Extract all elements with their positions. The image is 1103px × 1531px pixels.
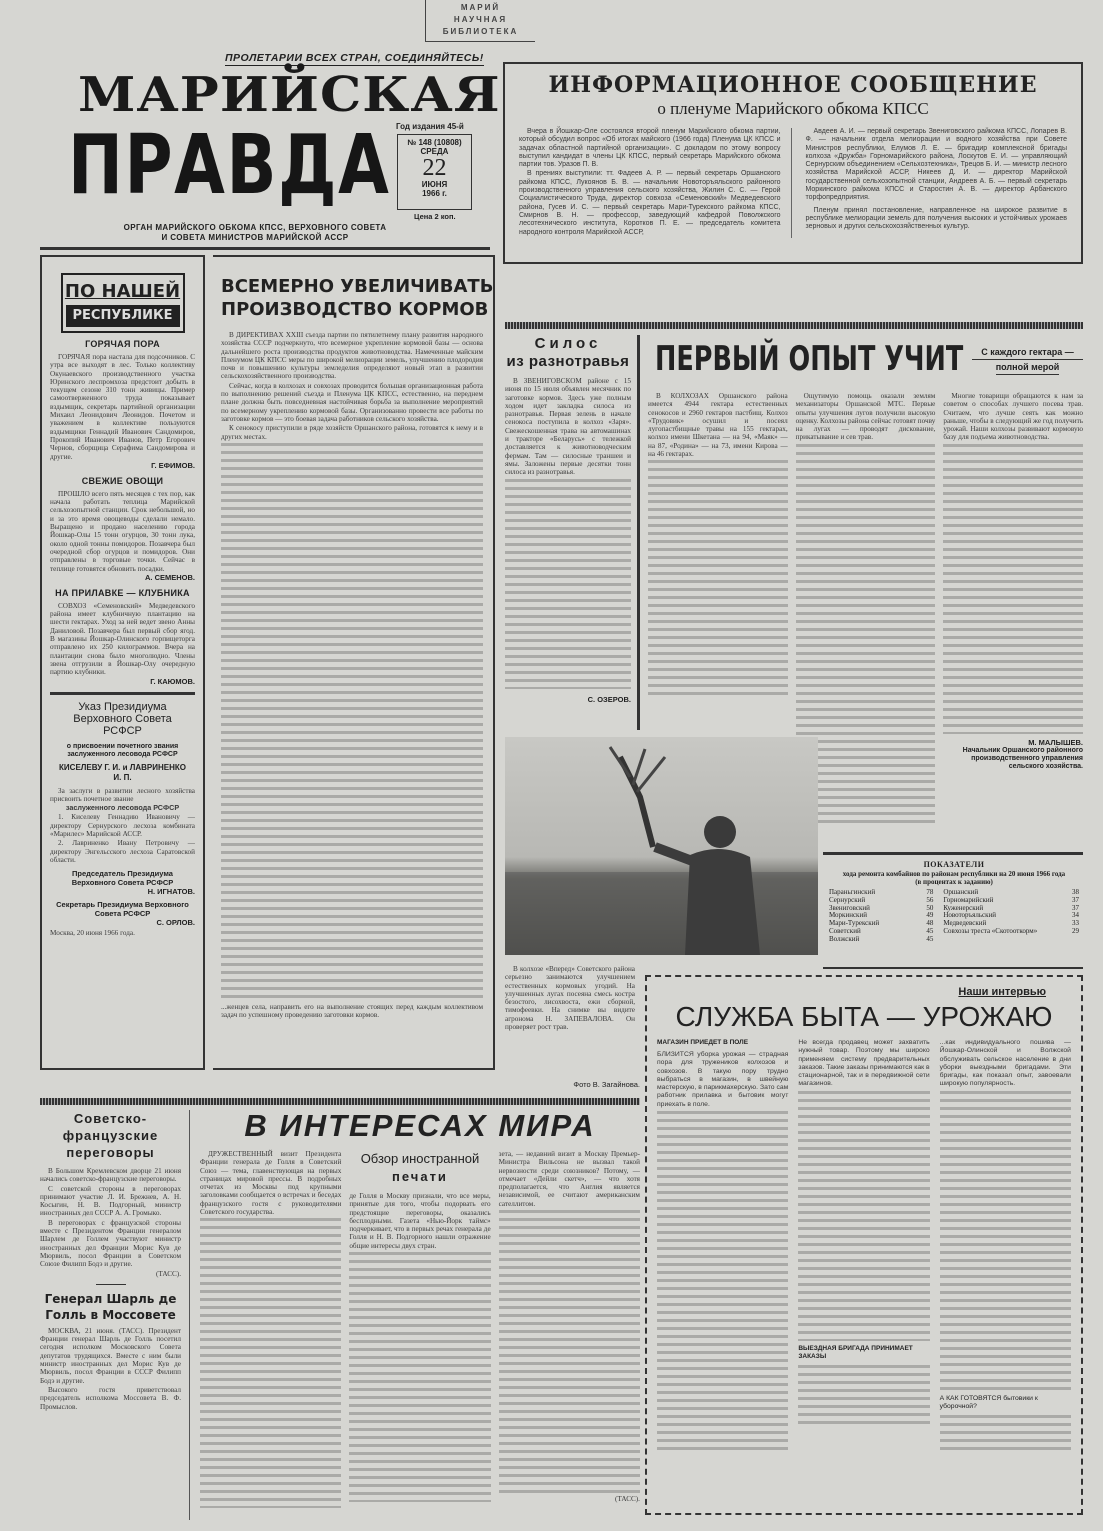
- district-value: 56: [926, 895, 934, 904]
- first-experience-kicker: [972, 345, 1083, 375]
- stamp-line: МАРИЙ: [460, 3, 501, 12]
- info-paragraph: Вчера в Йошкар-Оле состоялся второй пленум Марийского обкома партии, который обсудил вопрос «Об итогах майского (1966 года) Пленума ЦК КПСС и задачах областной партийной организации». С докладом по этому вопросу выступил кандидат в члены ЦК КПСС, первый секретарь Марийского обкома партии тов. Уразов П. В.: [519, 128, 781, 169]
- talks-title: Советско-французские переговоры: [62, 1111, 159, 1160]
- article-column: зета, — недавний визит в Москву Премьер-Министра Вильсона не вызвал такой нервозности среди союзников? Потому, — отмечает «Дейли скетч», — что хотя предполагается, что Англия является независимой, ее считают американским сателлитом.: [498, 1150, 640, 1208]
- district-name: Звениговский: [829, 903, 870, 912]
- district-name: Параньгинский: [829, 888, 876, 896]
- library-stamp: [425, 0, 535, 42]
- de-gaulle-paragraph: Высокого гостя приветствовал председатель исполкома Моссовета В. Ф. Промыслов.: [40, 1385, 181, 1411]
- article-column: Не всегда продавец может захватить нужный товар. Поэтому мы широко применяем систему предварительных заказов. Такие заказы принимаются как в стационарной, так и в передвижной сети магазинов.: [798, 1039, 930, 1088]
- district-name: Сернурский: [829, 895, 866, 904]
- decree-item: 2. Лавриненко Ивану Петровичу — директору Энгельсского лесхоза Саратовской области.: [50, 839, 195, 864]
- month: ИЮНЯ: [421, 180, 448, 189]
- divider: [50, 692, 195, 695]
- district-value: 50: [926, 903, 934, 912]
- info-paragraph: Пленум принял постановление, направленное на широкое развитие в республике мелиорации земель для получения высоких и устойчивых урожаев зерновых и других сельскохозяйственных культур.: [805, 206, 1067, 231]
- main-article: [213, 255, 495, 1070]
- article-paragraph: Сейчас, когда в колхозах и совхозах проводится большая организационная работа по выполнению решений съезда и Пленума ЦК КПСС, естественно, на переднем плане должна быть повседневная настойчивая борьба за выполнение мероприятий по всемерному укреплению кормовой базы. Организованно провести все работы по заготовке кормов — это боевая задача работников сельского хозяйства.: [221, 381, 483, 423]
- table-subtitle: хода ремонта комбайнов по районам республики на 20 июня 1966 года (в процентах к заданию): [842, 870, 1066, 886]
- district-value: 45: [926, 934, 934, 943]
- stamp-line: БИБЛИОТЕКА: [442, 27, 519, 36]
- kicker-line: С каждого гектара —: [972, 345, 1083, 360]
- decree-rank: заслуженного лесовода РСФСР: [65, 803, 180, 813]
- talks-paragraph: С советской стороны в переговорах принимают участие Л. И. Брежнев, А. Н. Косыгин, Н. В. Подгорный, министр иностранных дел СССР А. А. Громыко.: [40, 1184, 181, 1218]
- silage-article: [505, 335, 640, 730]
- de-gaulle-title: Генерал Шарль де Голль в Моссовете: [44, 1291, 177, 1322]
- peace-source: (ТАСС).: [614, 1495, 640, 1504]
- decree-secretary-name: С. ОРЛОВ.: [156, 918, 195, 928]
- masthead-title-line1: МАРИЙСКАЯ: [78, 67, 501, 123]
- masthead-title-line2: ПРАВДА: [68, 118, 391, 213]
- article-body-text: [499, 1210, 640, 1495]
- news-item-author: А. СЕМЕНОВ.: [144, 572, 195, 582]
- news-item-author: Г. ЕФИМОВ.: [151, 460, 195, 470]
- article-column: ...как индивидуального пошива — Йошкар-Олинской и Волжской обслуживать сельское население в дни уборки выездными бригадами. Эти бригады, как показал опыт, завоевали широкую популярность.: [939, 1039, 1071, 1088]
- news-item-text: СОВХОЗ «Семеновский» Медведевского района имеет клубничную плантацию на шести гектарах. Уход за ней ведет звено Анны Даниловой. Позавчера был первый сбор ягод. В магазины Йошкар-Олинского горпищеторга отправлено их 250 килограммов. Вчера на плантации снова было многолюдно. Члены звена отгрузили в Йошкар-Олу очередную партию клубники.: [50, 601, 195, 677]
- divider: [40, 247, 490, 250]
- divider: [40, 1098, 640, 1105]
- price: Цена 2 коп.: [414, 212, 456, 221]
- year: 1966 г.: [422, 189, 447, 198]
- table-title: ПОКАЗАТЕЛИ: [923, 860, 985, 869]
- decree-names: КИСЕЛЕВУ Г. И. и ЛАВРИНЕНКО И. П.: [59, 762, 186, 782]
- article-paragraph: В ДИРЕКТИВАХ XXIII съезда партии по пятилетнему плану развития народного хозяйства СССР подчеркнуто, что всемерное укрепление кормовой базы — основа дальнейшего роста производства продуктов животноводства. Намеченные майским Пленумом ЦК КПСС меры по широкой мелиорации земель, улучшению плодородия почв и повышению культуры земледелия определяют новый этап в развитии сельскохозяйственного производства.: [221, 331, 483, 381]
- weekday: СРЕДА: [420, 147, 449, 156]
- silage-author: С. ОЗЕРОВ.: [587, 694, 631, 704]
- district-value: 29: [1072, 926, 1079, 935]
- photo-caption: В колхозе «Вперед» Советского района серьезно занимаются улучшением естественных кормовых угодий. На улучшенных лугах посеяна смесь костра безостого, лисохвоста, ежи сборной, тимофеевки. На снимке вы видите агронома Н. ЗАПЕВАЛОВА. Он проверяет рост трав.: [505, 965, 635, 1032]
- de-gaulle-paragraph: МОСКВА, 21 июня. (ТАСС). Президент Франции генерал Шарль де Голль посетил сегодня исполком Московского Совета депутатов трудящихся. Вместе с ним были министр иностранных дел Морис Кув де Мюрвиль, посол Франции в СССР Филипп Бодэ и другие.: [40, 1326, 181, 1385]
- agronomist-photo: [505, 737, 818, 955]
- decree-secretary-title: Секретарь Президиума Верховного Совета РСФСР: [56, 900, 189, 919]
- article-column: ДРУЖЕСТВЕННЫЙ визит Президента Франции генерала де Голля в Советский Союз — тема, главенствующая на первых страницах мировой прессы. В подробных отчетах из Москвы под крупными заголовками сообщается о встречах и беседах французского гостя с руководителями Советского государства.: [200, 1150, 342, 1217]
- silage-title: [505, 335, 631, 371]
- info-paragraph: В прениях выступили: тт. Фадеев А. Р. — первый секретарь Оршанского райкома КПСС, Лукоянов Б. В. — начальник Новоторъяльского районного производственного управления сельского хозяйства, Жилин С. С. — Герой Социалистического Труда, директор совхоза «Семеновский» Медведевского района, Гусев И. С. — первый секретарь Мари-Турекского райкома КПСС, Смирнов В. Н. — профессор, заведующий кафедрой Поволжского лесотехнического института, Коротков П. Е. — председатель комитета народного контроля Марийской АССР,: [519, 170, 781, 236]
- organ-line: [100, 223, 410, 243]
- organ-line-1: ОРГАН МАРИЙСКОГО ОБКОМА КПСС, ВЕРХОВНОГО СОВЕТА: [123, 223, 387, 232]
- review-title: [349, 1150, 490, 1186]
- indicator-row: [829, 936, 933, 944]
- news-item-title: ГОРЯЧАЯ ПОРА: [85, 339, 160, 349]
- talks-source: (ТАСС).: [155, 1269, 181, 1278]
- talks-paragraph: В переговорах с французской стороны вместе с Президентом Франции генералом Шарлем де Голлем участвуют министр иностранных дел Франции Морис Кув де Мюрвиль, посол Франции в Советском Союзе Филипп Бодэ и другие.: [40, 1218, 181, 1269]
- article-paragraph: ...женцев села, направить его на выполнение стоящих перед каждым коллективом задач по успешному проведению заготовки кормов.: [221, 1002, 483, 1020]
- district-name: Оршанский: [943, 888, 979, 896]
- district-name: Медведевский: [943, 919, 987, 928]
- decree-subtitle: о присвоении почетного звания заслуженного лесовода РСФСР: [66, 742, 179, 758]
- divider: [96, 1284, 126, 1285]
- day: 22: [422, 155, 447, 181]
- subheading: А КАК ГОТОВЯТСЯ бытовики к уборочной?: [939, 1394, 1038, 1410]
- masthead-slogan: ПРОЛЕТАРИИ ВСЕХ СТРАН, СОЕДИНЯЙТЕСЬ!: [225, 52, 484, 64]
- decree-chair-title: Председатель Президиума Верховного Совета РСФСР: [71, 869, 174, 888]
- title-line: из разнотравья: [506, 353, 630, 370]
- author-name: М. МАЛЫШЕВ.: [1028, 737, 1084, 747]
- article-body-text: [940, 1091, 1071, 1391]
- talks-paragraph: В Большом Кремлевском дворце 21 июня начались советско-французские переговоры.: [40, 1167, 181, 1184]
- news-item-title: СВЕЖИЕ ОВОЩИ: [81, 475, 164, 486]
- title-line: печати: [392, 1169, 448, 1184]
- news-item: [50, 339, 195, 470]
- info-paragraph: Авдеев А. И. — первый секретарь Звениговского райкома КПСС, Лопарев В. Ф. — начальник отдела мелиорации и водного хозяйства при Совете Министров республики, Елумов Л. Е. — бригадир комплексной бригады колхоза «Дружба» Горномарийского района, Лоскутов Е. И. — управляющий Сернурским объединением «Сельхозтехника», Трецов Б. И. — министр лесного хозяйства Марийской АССР, Никеев Д. И. — директор Марийской государственной сельхозопытной станции, Андреев А. Б. — первый секретарь Моркинского райкома КПСС и Старостин А. В. — директор Арбанского торфопредприятия.: [805, 128, 1067, 202]
- info-title: ИНФОРМАЦИОННОЕ СООБЩЕНИЕ: [548, 72, 1038, 98]
- district-name: Новоторъяльский: [943, 911, 997, 920]
- district-value: 34: [1072, 911, 1079, 920]
- article-body-text: [940, 1415, 1071, 1455]
- district-value: 48: [926, 919, 934, 928]
- title-line: ПРОИЗВОДСТВО КОРМОВ: [221, 299, 489, 320]
- service-interview-box: [645, 975, 1083, 1515]
- organ-line-2: И СОВЕТА МИНИСТРОВ МАРИЙСКОЙ АССР: [161, 233, 349, 242]
- article-column: Ощутимую помощь оказали землям механизаторы Оршанской МТС. Первые опыты улучшения лугов получили высокую оценку. Колхозы района сейчас готовят почву на лугах — проводят дискование, прикатывание и сев трав.: [795, 392, 936, 442]
- district-name: Волжский: [829, 934, 860, 943]
- article-column: де Голля в Москву признали, что все меры, принятые для того, чтобы подорвать его предстоящие переговоры, оказались бесплодными. Газета «Нью-Йорк таймс» подчеркивает, что в первых речах генерала де Голля и Н. В. Подгорного нашли отражение общие интересы двух стран.: [349, 1192, 491, 1250]
- district-value: 45: [926, 926, 934, 935]
- district-value: 38: [1072, 888, 1079, 896]
- soviet-french-talks: [40, 1110, 190, 1520]
- district-name: Куженерский: [943, 903, 984, 912]
- interview-rubric: Наши интервью: [958, 986, 1046, 998]
- news-item-author: Г. КАЮМОВ.: [150, 676, 195, 686]
- article-body-text: [798, 1091, 929, 1341]
- decree-text: За заслуги в развитии лесного хозяйства присвоить почетное звание: [50, 786, 195, 803]
- article-paragraph: К сенокосу приступили в ряде хозяйств Оршанского района, готовятся к нему и в других местах.: [221, 424, 483, 441]
- district-value: 33: [1072, 919, 1079, 928]
- decree-chair-name: Н. ИГНАТОВ.: [147, 887, 195, 897]
- indicator-row: [943, 928, 1079, 936]
- decree-title: Указ Президиума Верховного Совета РСФСР: [73, 700, 172, 737]
- subheading: ВЫЕЗДНАЯ БРИГАДА ПРИНИМАЕТ ЗАКАЗЫ: [798, 1344, 913, 1360]
- photo-credit: Фото В. Загайнова.: [573, 1080, 640, 1089]
- title-line: Силос: [534, 335, 602, 352]
- regional-news-column: [40, 255, 205, 1070]
- district-value: 49: [926, 911, 934, 920]
- kicker-line: полной мерой: [996, 360, 1060, 375]
- article-body-text: [798, 1365, 929, 1425]
- info-subtitle: о пленуме Марийского обкома КПСС: [657, 99, 929, 118]
- silage-text: В ЗВЕНИГОВСКОМ районе с 15 июня по 15 июля объявлен месячник по заготовке кормов. Здесь уже полным ходом идет закладка силоса из разнотравья. Первая зелень в начале сенокоса поступила в колхоз «Заря». Свежескошенная трава на автомашинах и тракторе «Беларусь» с тележкой доставляется к животноводческим фермам. Там — силосные траншеи и ямы. Заложены первые десятки тонн силоса из разнотравья.: [505, 377, 631, 477]
- district-name: Мари-Турекский: [829, 919, 880, 928]
- rubric-box: [61, 273, 185, 333]
- peace-article: [200, 1150, 640, 1520]
- news-item: [50, 476, 195, 582]
- photo-figure-icon: [505, 737, 818, 955]
- article-body-text: [221, 443, 483, 1003]
- article-column: В КОЛХОЗАХ Оршанского района имеется 4944 гектара естественных сенокосов и 2960 гектаров пастбищ. Колхоз «Трудовик» осушил и посеял лугопастбищные травы на 155 гектарах, колхоз имени Шкетана — на 94, «Маяк» — на 87, «Родина» — на 73, имени Кирова — на 46 гектарах.: [648, 392, 788, 459]
- divider: [505, 322, 1083, 329]
- main-article-title: [221, 275, 494, 321]
- issue-date-box: [397, 134, 472, 210]
- article-body-text: [349, 1252, 490, 1502]
- article-column: БЛИЗИТСЯ уборка урожая — страдная пора для тружеников колхозов и совхозов. В такую пору трудно выбраться в магазин, в швейную мастерскую, в парикмахерскую. Зато сам работник прилавка и бытовик могут приехать в поле.: [657, 1051, 789, 1108]
- year-of-edition: Год издания 45-й: [396, 122, 464, 131]
- decree-item: 1. Киселеву Геннадию Ивановичу — директору Сернурского лесхоза комбината «Марилес» Марийской АССР.: [50, 813, 195, 838]
- article-body-text: [200, 1218, 341, 1508]
- subheading: МАГАЗИН ПРИЕДЕТ В ПОЛЕ: [657, 1039, 749, 1046]
- district-name: Совхозы треста «Скотооткорм»: [943, 926, 1038, 935]
- stamp-line: НАУЧНАЯ: [453, 15, 508, 24]
- peace-title: В ИНТЕРЕСАХ МИРА: [244, 1108, 596, 1143]
- district-name: Советский: [829, 926, 861, 935]
- title-line: ВСЕМЕРНО УВЕЛИЧИВАТЬ: [221, 276, 494, 297]
- decree-place-date: Москва, 20 июня 1966 года.: [50, 929, 135, 938]
- news-item: [50, 588, 195, 686]
- article-column: Многие товарищи обращаются к нам за советом о способах лучшего посева трав. Считаем, что лучше сеять как можно раньше, чтобы в следующий же год получить урожай. Наши колхозы развивают кормовую базу для подъема животноводства.: [943, 392, 1084, 442]
- article-body-text: [505, 479, 631, 689]
- district-value: 37: [1072, 895, 1079, 904]
- author-position: Начальник Оршанского районного производственного управления сельского хозяйства.: [962, 746, 1084, 770]
- article-body-text: [657, 1111, 788, 1451]
- indicators-table: [823, 852, 1083, 969]
- service-title: СЛУЖБА БЫТА — УРОЖАЮ: [675, 1001, 1053, 1032]
- district-name: Горномарийский: [943, 895, 994, 904]
- article-body-text: [648, 460, 788, 700]
- title-line: Обзор иностранной: [360, 1151, 480, 1166]
- news-item-text: ГОРЯЧАЯ пора настала для подсочников. С утра все выходят в лес. Только коллективу Окунаевского производственного участка Юринского леспромхоза предстоит добыть в текущем сезоне 310 тонн живицы. Пример самоотверженного труда показывает вздымщик, секретарь партийной организации Михаил Леонидович Леонидов. Почетом и уважением в коллективе пользуются вздымщики Геннадий Иванович Сандомиров, Прокопий Иванович Иванов, Петр Егорович Чернов, сборщица Серафима Сандомирова и другие.: [50, 353, 195, 461]
- district-name: Моркинский: [829, 911, 867, 920]
- first-experience-title: ПЕРВЫЙ ОПЫТ УЧИТ: [655, 339, 964, 379]
- district-value: 78: [926, 888, 934, 896]
- district-value: 37: [1072, 903, 1079, 912]
- news-item-title: НА ПРИЛАВКЕ — КЛУБНИКА: [55, 587, 190, 598]
- rubric-line: РЕСПУБЛИКЕ: [66, 305, 180, 327]
- article-body-text: [943, 444, 1083, 734]
- rubric-line: ПО НАШЕЙ: [64, 281, 181, 302]
- information-message-box: [503, 62, 1083, 264]
- news-item-text: ПРОШЛО всего пять месяцев с тех пор, как начала работать теплица Марийской сельхозопытной станции. Срок небольшой, но и за это время овощеводы сделали немало. Выращено и продано населению города Йошкар-Олы 15 тонн огурцов, 30 тонн лука, около одной тонны помидоров. Позавчера был очередной сбор огурцов и помидоров. Они отправлены в торговые точки. Сейчас в теплице готовятся обновить посадки.: [50, 489, 195, 573]
- issue-number: № 148 (10808): [407, 138, 462, 147]
